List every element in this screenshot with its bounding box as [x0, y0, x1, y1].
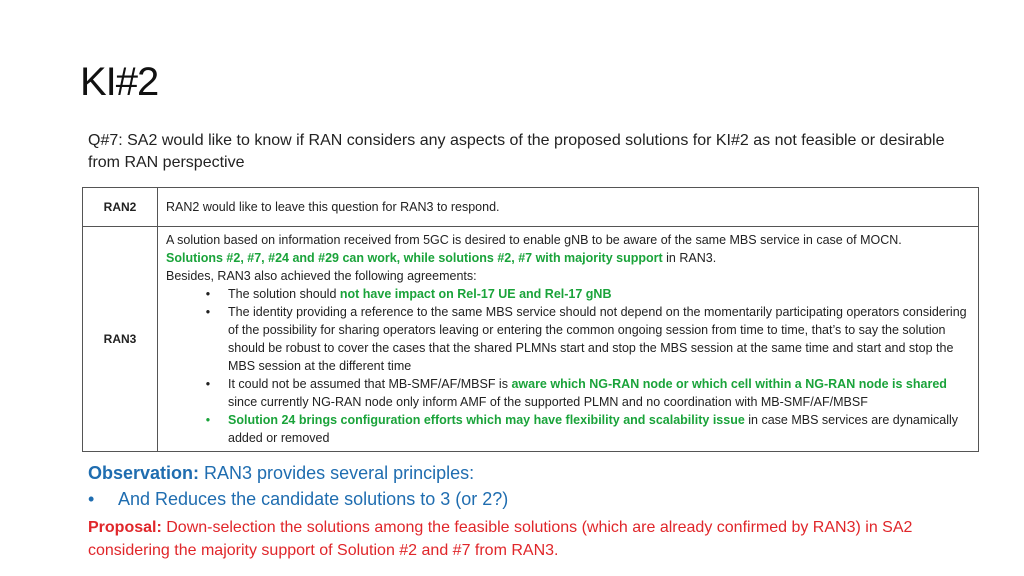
- question-text: Q#7: SA2 would like to know if RAN considers any aspects of the proposed solutions for KI#2 as not feasible or desirable from RAN perspective: [88, 132, 945, 171]
- observation-bullet-text: And Reduces the candidate solutions to 3 (or 2?): [118, 489, 509, 509]
- row-label-ran3: RAN3: [83, 227, 158, 452]
- item-text-tail: since currently NG-RAN node only inform AMF of the supported PLMN and no coordination with MB-SMF/AF/MBSF: [228, 395, 868, 409]
- bullet-icon: •: [205, 413, 211, 427]
- response-table: [82, 187, 979, 452]
- item-highlight: aware which NG-RAN node or which cell within a NG-RAN node is shared: [511, 377, 947, 391]
- bullet-icon: •: [88, 489, 95, 509]
- observation-line: [88, 460, 508, 486]
- ran3-line-1: A solution based on information received from 5GC is desired to enable gNB to be aware of the same MBS service in case of MOCN.: [166, 233, 902, 247]
- bullet-icon: •: [205, 305, 211, 319]
- item-highlight: Solution 24 brings configuration efforts which may have flexibility and scalability issue: [228, 413, 745, 427]
- item-text-tail: in case MBS services are dynamically added or removed: [228, 413, 959, 445]
- slide-title: KI#2: [80, 60, 159, 104]
- proposal-text: Down-selection the solutions among the feasible solutions (which are already confirmed by RAN3) in SA2 considering the majority support of Solution #2 and #7 from RAN3.: [88, 519, 913, 559]
- bullet-icon: •: [205, 377, 211, 391]
- observation-label: Observation:: [88, 463, 200, 483]
- observation-block: [88, 460, 508, 512]
- list-item: [205, 303, 970, 375]
- ran3-line-2-rest: in RAN3.: [662, 251, 717, 265]
- observation-text: RAN3 provides several principles:: [199, 463, 475, 483]
- item-text: The identity providing a reference to the same MBS service should not depend on the momentarily participating operators considering of the possibility for sharing operators leaving or entering the common ongoing session from time to time, that’s to say the solution should be robust to cover the cases that the shared PLMNs start and stop the MBS session at the same time and start and stop the MBS session at the different time: [228, 305, 967, 373]
- proposal-block: [88, 516, 988, 562]
- list-item: [205, 375, 970, 411]
- ran3-line-2-highlight: Solutions #2, #7, #24 and #29 can work, while solutions #2, #7 with majority support: [166, 251, 663, 265]
- row-text-ran3: [158, 227, 979, 452]
- row-text-ran2: RAN2 would like to leave this question for RAN3 to respond.: [158, 188, 979, 227]
- table-row-ran3: [83, 227, 979, 452]
- bullet-icon: •: [205, 287, 211, 301]
- observation-bullet: [88, 486, 508, 512]
- list-item: [205, 285, 970, 303]
- list-item: [205, 411, 970, 447]
- ran3-line-2: [166, 249, 970, 267]
- agreements-list: [166, 285, 970, 447]
- table-row-ran2: [83, 188, 979, 227]
- row-label-ran2: RAN2: [83, 188, 158, 227]
- proposal-label: Proposal:: [88, 519, 162, 536]
- item-highlight: not have impact on Rel-17 UE and Rel-17 gNB: [339, 287, 612, 301]
- ran3-line-3: Besides, RAN3 also achieved the following agreements:: [166, 269, 477, 283]
- item-text: It could not be assumed that MB-SMF/AF/MBSF is: [228, 377, 512, 391]
- item-text: The solution should: [228, 287, 340, 301]
